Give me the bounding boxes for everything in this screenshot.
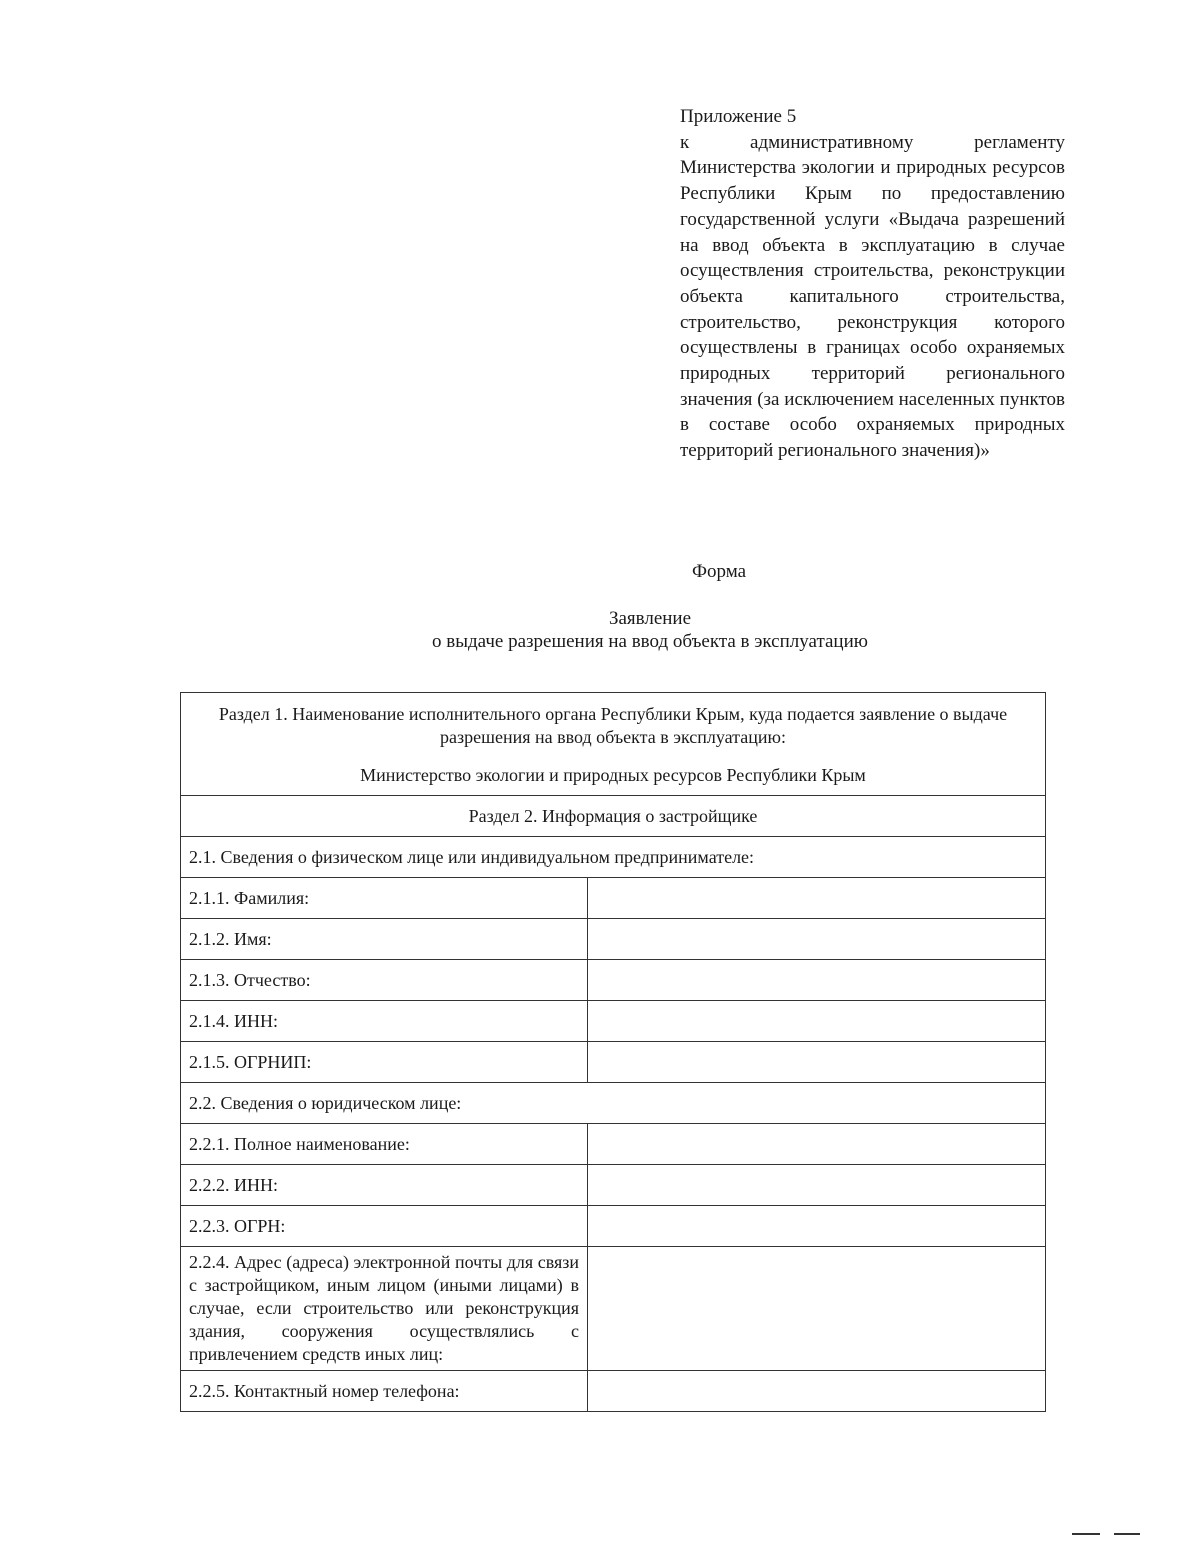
row-2-1-3-label: 2.1.3. Отчество: bbox=[181, 960, 588, 1001]
table-row bbox=[181, 1247, 1046, 1371]
document-title bbox=[300, 607, 1000, 653]
section-1-heading: Раздел 1. Наименование исполнительного органа Республики Крым, куда подается заявление о выдаче разрешения на ввод объекта в эксплуатацию: bbox=[218, 704, 1008, 747]
appendix-note bbox=[680, 104, 1065, 464]
email-field[interactable] bbox=[588, 1247, 1046, 1371]
table-row bbox=[181, 1042, 1046, 1083]
individual-inn-field[interactable] bbox=[588, 1001, 1046, 1042]
table-row bbox=[181, 1206, 1046, 1247]
row-2-1-4-label: 2.1.4. ИНН: bbox=[181, 1001, 588, 1042]
row-2-1-2-label: 2.1.2. Имя: bbox=[181, 919, 588, 960]
patronymic-field[interactable] bbox=[588, 960, 1046, 1001]
application-form-table bbox=[180, 692, 1046, 1412]
page-corner-mark bbox=[1072, 1533, 1140, 1535]
title-line-2: о выдаче разрешения на ввод объекта в эксплуатацию bbox=[432, 631, 868, 652]
legal-inn-field[interactable] bbox=[588, 1165, 1046, 1206]
table-row bbox=[181, 1371, 1046, 1412]
row-2-1-5-label: 2.1.5. ОГРНИП: bbox=[181, 1042, 588, 1083]
row-2-2-3-label: 2.2.3. ОГРН: bbox=[181, 1206, 588, 1247]
full-name-field[interactable] bbox=[588, 1124, 1046, 1165]
phone-field[interactable] bbox=[588, 1371, 1046, 1412]
table-row bbox=[181, 837, 1046, 878]
row-2-1-label: 2.1. Сведения о физическом лице или индивидуальном предпринимателе: bbox=[181, 837, 1046, 878]
table-row bbox=[181, 1083, 1046, 1124]
row-2-2-label: 2.2. Сведения о юридическом лице: bbox=[181, 1083, 1046, 1124]
row-2-2-2-label: 2.2.2. ИНН: bbox=[181, 1165, 588, 1206]
section-1-value: Министерство экологии и природных ресурсов Республики Крым bbox=[360, 765, 866, 785]
form-label: Форма bbox=[692, 561, 747, 582]
appendix-reference-text: к административному регламенту Министерства экологии и природных ресурсов Республики Крым по предоставлению государственной услуги «Выдача разрешений на ввод объекта в эксплуатацию в случае осуществления строительства, реконструкции объекта капитального строительства, строительство, реконструкция которого осуществлены в границах особо охраняемых природных территорий регионального значения (за исключением населенных пунктов в составе особо охраняемых природных территорий регионального значения)» bbox=[680, 131, 1065, 462]
row-2-1-1-label: 2.1.1. Фамилия: bbox=[181, 878, 588, 919]
surname-field[interactable] bbox=[588, 878, 1046, 919]
table-row bbox=[181, 1165, 1046, 1206]
ogrnip-field[interactable] bbox=[588, 1042, 1046, 1083]
first-name-field[interactable] bbox=[588, 919, 1046, 960]
table-row bbox=[181, 919, 1046, 960]
ogrn-field[interactable] bbox=[588, 1206, 1046, 1247]
table-row bbox=[181, 878, 1046, 919]
row-2-2-4-label: 2.2.4. Адрес (адреса) электронной почты для связи с застройщиком, иным лицом (иными лицами) в случае, если строительство или реконструкция здания, сооружения осуществлялись с привлечением средств иных лиц: bbox=[181, 1247, 588, 1371]
row-2-2-5-label: 2.2.5. Контактный номер телефона: bbox=[181, 1371, 588, 1412]
table-row bbox=[181, 960, 1046, 1001]
row-2-2-1-label: 2.2.1. Полное наименование: bbox=[181, 1124, 588, 1165]
section-1-cell bbox=[181, 693, 1046, 796]
section-1-row bbox=[181, 693, 1046, 796]
section-2-heading-row bbox=[181, 796, 1046, 837]
table-row bbox=[181, 1124, 1046, 1165]
table-row bbox=[181, 1001, 1046, 1042]
appendix-number: Приложение 5 bbox=[680, 106, 797, 127]
title-line-1: Заявление bbox=[608, 608, 692, 629]
section-2-heading: Раздел 2. Информация о застройщике bbox=[181, 796, 1046, 837]
